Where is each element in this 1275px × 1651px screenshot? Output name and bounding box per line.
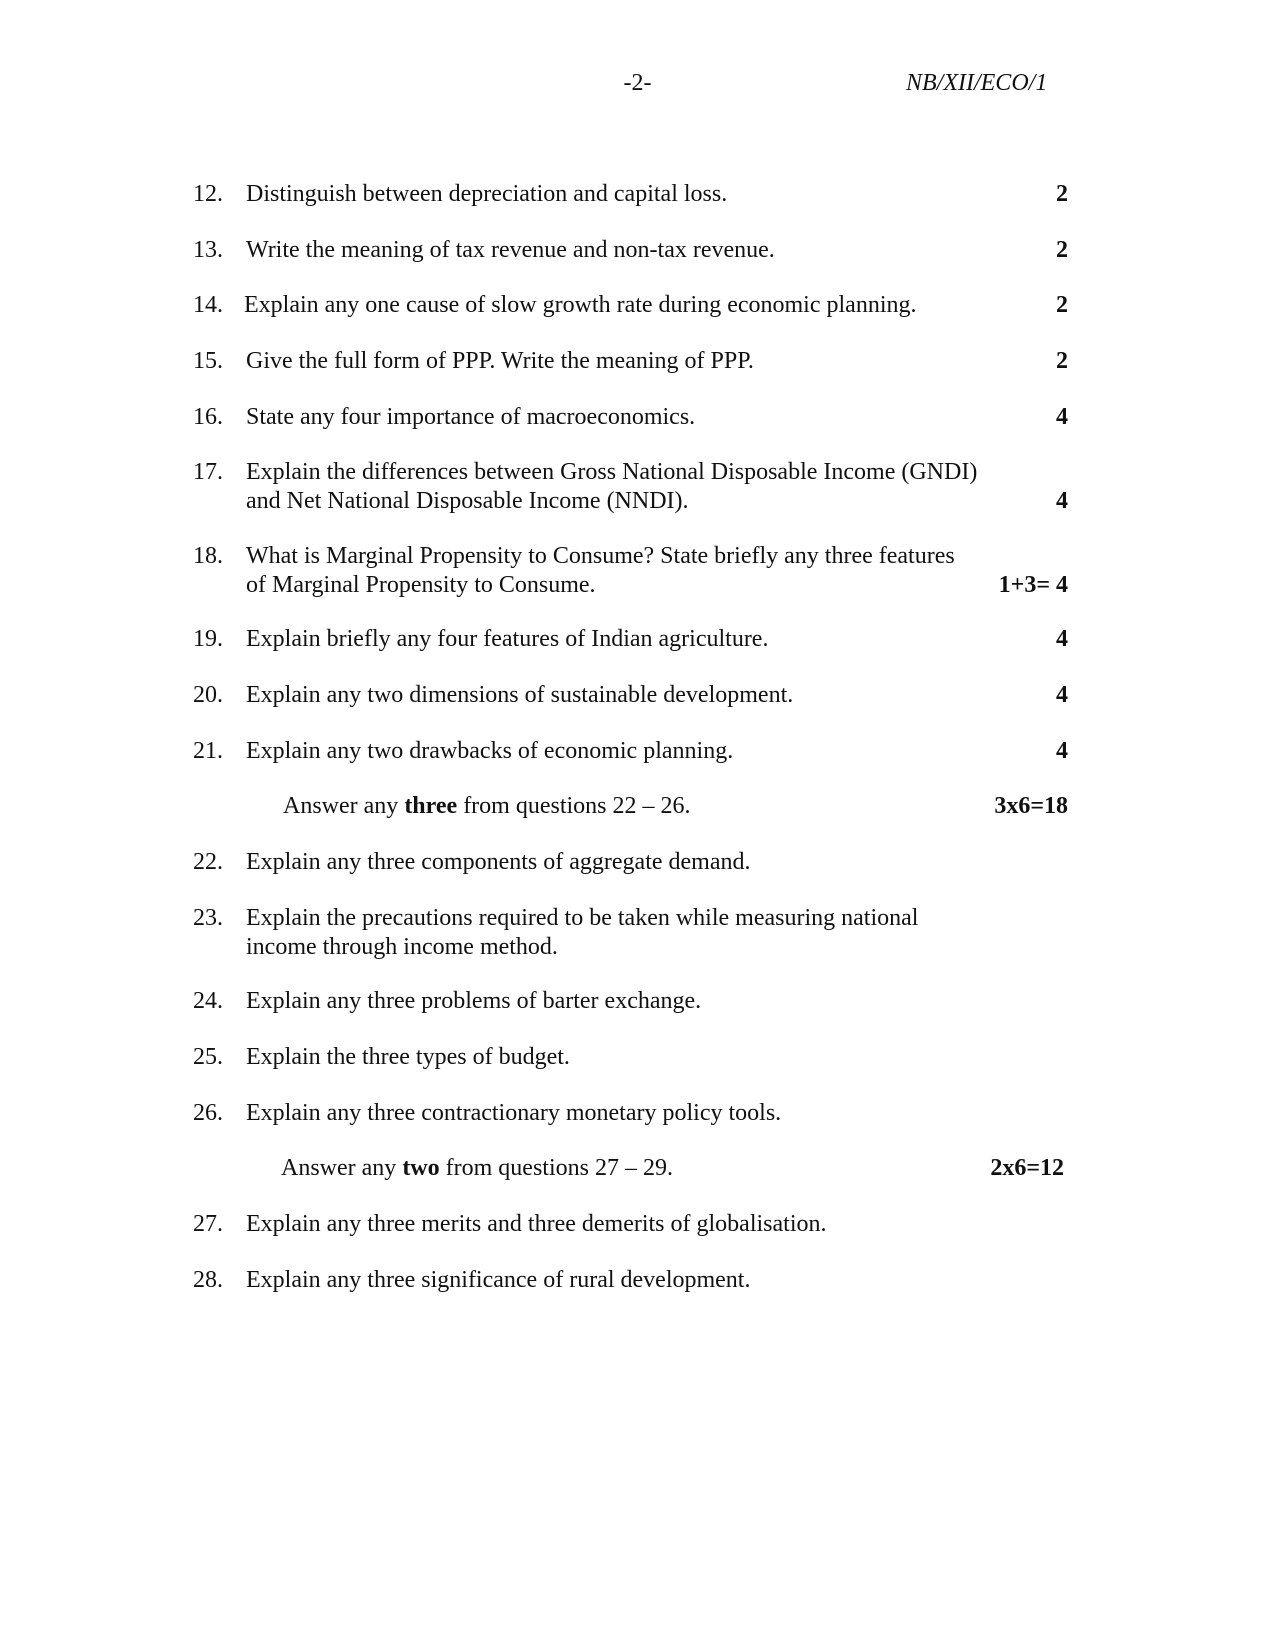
instruction-suffix: from questions 27 – 29. (445, 1155, 673, 1181)
question-number: 24. (193, 988, 223, 1014)
question-27 (193, 1210, 1068, 1239)
question-number: 27. (193, 1211, 223, 1237)
question-text: Write the meaning of tax revenue and non-tax revenue. (246, 237, 775, 263)
question-number: 16. (193, 404, 223, 430)
question-marks: 4 (1056, 404, 1068, 430)
question-28 (193, 1266, 1068, 1295)
question-text-line-2: and Net National Disposable Income (NNDI). (246, 488, 689, 514)
question-text: Give the full form of PPP. Write the meaning of PPP. (246, 348, 754, 374)
question-text: Explain any one cause of slow growth rate during economic planning. (244, 292, 917, 318)
question-text-line-1: Explain the differences between Gross National Disposable Income (GNDI) (246, 459, 978, 485)
section-marks: 2x6=12 (990, 1155, 1064, 1181)
question-text-line-2: of Marginal Propensity to Consume. (246, 572, 596, 598)
question-text: Explain any three components of aggregate demand. (246, 849, 751, 875)
page-number: -2- (623, 70, 652, 96)
question-number: 22. (193, 849, 223, 875)
question-text: Explain any three contractionary monetary policy tools. (246, 1100, 782, 1126)
question-number: 15. (193, 348, 223, 374)
question-text: Explain any three merits and three demerits of globalisation. (246, 1211, 827, 1237)
question-number: 26. (193, 1100, 223, 1126)
question-marks: 4 (1056, 488, 1068, 514)
question-number: 28. (193, 1267, 223, 1293)
question-text-line-2: income through income method. (246, 934, 558, 960)
question-text: Explain any three significance of rural development. (246, 1267, 751, 1293)
question-15 (193, 347, 1068, 376)
question-text: Explain briefly any four features of Indian agriculture. (246, 626, 769, 652)
question-number: 19. (193, 626, 223, 652)
question-marks: 2 (1056, 181, 1068, 207)
question-13 (193, 236, 1068, 265)
question-number: 25. (193, 1044, 223, 1070)
question-number: 20. (193, 682, 223, 708)
question-text: Distinguish between depreciation and capital loss. (246, 181, 728, 207)
question-14 (193, 291, 1068, 320)
question-marks: 4 (1056, 626, 1068, 652)
question-18 (193, 542, 1068, 600)
question-24 (193, 987, 1068, 1016)
question-26 (193, 1099, 1068, 1128)
question-23 (193, 904, 1068, 962)
question-number: 23. (193, 905, 223, 931)
instruction-emphasis: two (402, 1155, 440, 1181)
question-text: Explain any three problems of barter exchange. (246, 988, 702, 1014)
question-number: 13. (193, 237, 223, 263)
section-instruction (281, 1154, 1064, 1183)
question-text: State any four importance of macroeconomics. (246, 404, 696, 430)
section-instruction (283, 792, 1068, 821)
question-marks: 2 (1056, 292, 1068, 318)
section-marks: 3x6=18 (994, 793, 1068, 819)
question-marks: 2 (1056, 348, 1068, 374)
question-marks: 1+3= 4 (998, 572, 1068, 598)
instruction-prefix: Answer any (283, 793, 399, 819)
instruction-prefix: Answer any (281, 1155, 397, 1181)
question-17 (193, 458, 1068, 516)
question-16 (193, 403, 1068, 432)
question-text-line-1: What is Marginal Propensity to Consume? State briefly any three features (246, 543, 955, 569)
paper-code: NB/XII/ECO/1 (906, 70, 1048, 96)
question-number: 18. (193, 543, 223, 569)
question-25 (193, 1043, 1068, 1072)
question-marks: 2 (1056, 237, 1068, 263)
question-text: Explain any two drawbacks of economic planning. (246, 738, 734, 764)
question-marks: 4 (1056, 682, 1068, 708)
question-12 (193, 180, 1068, 209)
question-text: Explain any two dimensions of sustainable development. (246, 682, 794, 708)
question-number: 12. (193, 181, 223, 207)
question-marks: 4 (1056, 738, 1068, 764)
question-22 (193, 848, 1068, 877)
question-number: 17. (193, 459, 223, 485)
instruction-suffix: from questions 22 – 26. (463, 793, 691, 819)
instruction-emphasis: three (404, 793, 458, 819)
question-text-line-1: Explain the precautions required to be taken while measuring national (246, 905, 919, 931)
question-number: 14. (193, 292, 223, 318)
question-21 (193, 737, 1068, 766)
question-text: Explain the three types of budget. (246, 1044, 570, 1070)
question-number: 21. (193, 738, 223, 764)
question-20 (193, 681, 1068, 710)
question-19 (193, 625, 1068, 654)
